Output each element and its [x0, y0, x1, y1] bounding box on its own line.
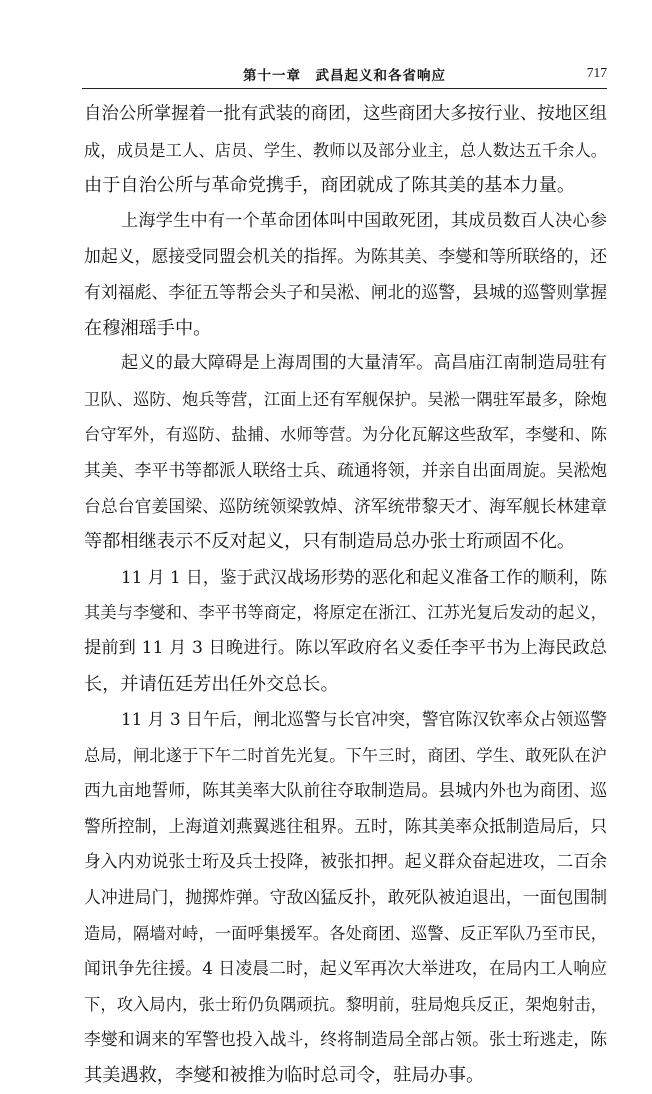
page-number: 717: [586, 65, 607, 80]
text-line: 等都相继表示不反对起义，只有制造局总办张士珩顽固不化。: [84, 531, 576, 553]
text-line: 提前到 11 月 3 日晚进行。陈以军政府名义委任李平书为上海民政总: [84, 637, 607, 658]
text-line: 身入内劝说张士珩及兵士投降，被张扣押。起义群众奋起进攻，二百余: [84, 851, 607, 872]
text-line: 西九亩地誓师，陈其美率大队前往夺取制造局。县城内外也为商团、巡: [84, 780, 607, 801]
text-line: 其美遇救，李燮和被推为临时总司令，驻局办事。: [84, 1065, 485, 1087]
running-header: [82, 62, 607, 89]
chapter-title: 第十一章 武昌起义和各省响应: [243, 68, 446, 84]
paragraph-first-line: 上海学生中有一个革命团体叫中国敢死团，其成员数百人决心参: [121, 210, 607, 231]
text-line: 台守军外，有巡防、盐捕、水师等营。为分化瓦解这些敌军，李燮和、陈: [84, 425, 607, 445]
text-line: 造局，隔墙对峙，一面呼集援军。各处商团、巡警、反正军队乃至市民，: [84, 923, 607, 943]
text-line: 人冲进局门，抛掷炸弹。守敌凶猛反扑，敢死队被迫退出，一面包围制: [84, 887, 607, 908]
text-line: 其美与李燮和、李平书等商定，将原定在浙江、江苏光复后发动的起义，: [84, 603, 607, 623]
paragraph-first-line: 11 月 1 日，鉴于武汉战场形势的恶化和起义准备工作的顺利，陈: [121, 566, 607, 587]
text-line: 台总台官姜国梁、巡防统领梁敦焯、济军统带黎天才、海军舰长林建章: [84, 495, 607, 516]
text-line: 总局，闸北遂于下午二时首先光复。下午三时，商团、学生、敢死队在沪: [84, 745, 607, 765]
text-line: 加起义，愿接受同盟会机关的指挥。为陈其美、李燮和等所联络的，还: [84, 246, 607, 267]
text-line: 有刘福彪、李征五等帮会头子和吴淞、闸北的巡警，县城的巡警则掌握: [84, 281, 607, 302]
text-line: 警所控制，上海道刘燕翼逃往租界。五时，陈其美率众抵制造局后，只: [84, 815, 607, 836]
body-text: [84, 97, 607, 1094]
text-line: 成，成员是工人、店员、学生、教师以及部分业主，总人数达五千余人。: [84, 140, 607, 160]
paragraph-first-line: 起义的最大障碍是上海周围的大量清军。高昌庙江南制造局驻有: [121, 353, 607, 374]
text-line: 在穆湘瑶手中。: [84, 317, 212, 339]
text-line: 长，并请伍廷芳出任外交总长。: [84, 673, 339, 695]
text-line: 闻讯争先往援。4 日凌晨二时，起义军再次大举进攻，在局内工人响应: [84, 958, 607, 979]
paragraph-first-line: 11 月 3 日午后，闸北巡警与长官冲突，警官陈汉钦率众占领巡警: [121, 709, 607, 730]
text-line: 下，攻入局内，张士珩仍负隅顽抗。黎明前，驻局炮兵反正，架炮射击，: [84, 994, 607, 1014]
text-line: 李燮和调来的军警也投入战斗，终将制造局全部占领。张士珩逃走，陈: [84, 1029, 607, 1050]
text-line: 自治公所掌握着一批有武装的商团，这些商团大多按行业、按地区组: [84, 104, 607, 124]
text-line: 其美、李平书等都派人联络士兵、疏通将领，并亲自出面周旋。吴淞炮: [84, 459, 607, 480]
text-line: 由于自治公所与革命党携手，商团就成了陈其美的基本力量。: [84, 175, 576, 197]
text-line: 卫队、巡防、炮兵等营，江面上还有军舰保护。吴淞一隅驻军最多，除炮: [84, 389, 607, 409]
